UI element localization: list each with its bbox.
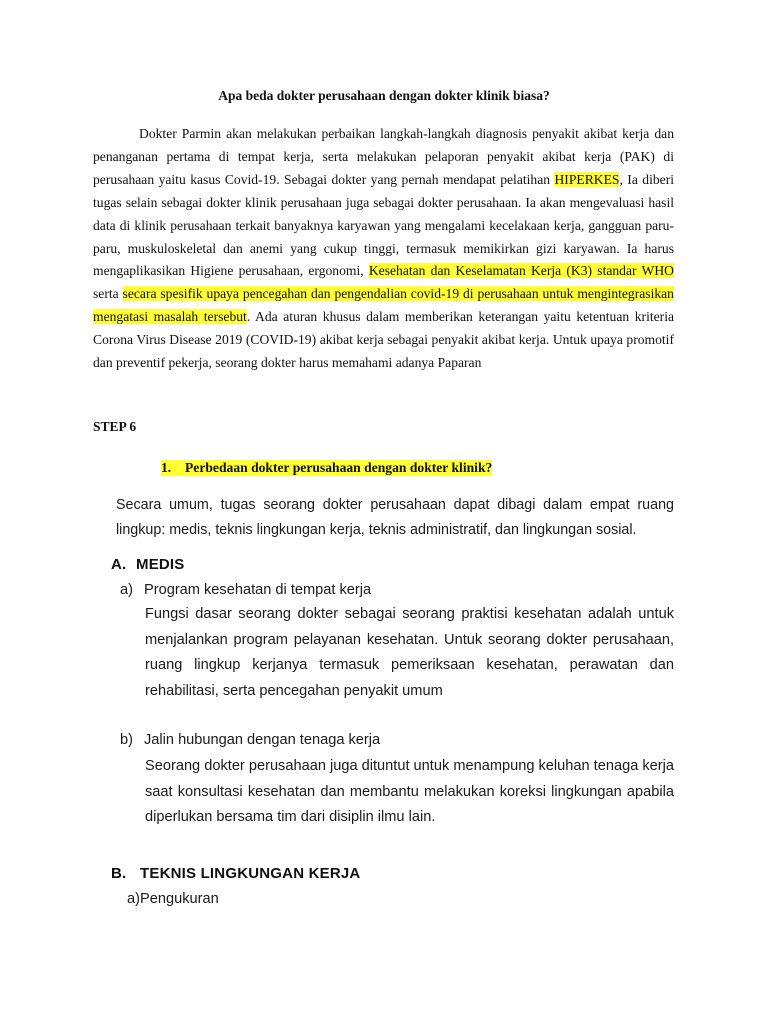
item-title: Pengukuran (140, 891, 219, 907)
section-b-title: TEKNIS LINGKUNGAN KERJA (140, 865, 361, 882)
intro-text-3: serta (93, 286, 123, 302)
highlight-hiperkes: HIPERKES (554, 171, 620, 187)
section-a-label: A. (111, 556, 127, 573)
section-a-title: MEDIS (136, 556, 185, 573)
lead-paragraph: Secara umum, tugas seorang dokter perusahaan dapat dibagi dalam empat ruang lingkup: medis, teknis lingkungan kerja, teknis administratif, dan lingkungan sosial. (116, 497, 674, 538)
step-heading: STEP 6 (93, 419, 137, 434)
highlight-k3: Kesehatan dan Keselamatan Kerja (K3) standar WHO (368, 263, 674, 279)
section-a-item-b-body: Seorang dokter perusahaan juga dituntut untuk menampung keluhan tenaga kerja saat konsultasi kesehatan dan membantu melakukan koreksi lingkungan apabila diperlukan bersama tim dari disiplin ilmu lain. (145, 758, 674, 825)
section-a-item-b-heading (120, 732, 380, 748)
item-title: Program kesehatan di tempat kerja (144, 582, 372, 598)
intro-paragraph (93, 123, 674, 375)
section-b-label: B. (111, 865, 127, 882)
question-heading (161, 460, 492, 476)
item-label: a) (120, 582, 133, 598)
highlight-covid-prevention: secara spesifik upaya pencegahan dan pengendalian covid-19 di perusahaan untuk mengintegrasikan mengatasi masalah tersebut (93, 286, 674, 325)
question-number: 1. (161, 460, 172, 475)
intro-text-2: , Ia diberi tugas selain sebagai dokter klinik perusahaan juga sebagai dokter perusahaan. Ia akan mengevaluasi hasil data di klinik perusahaan terkait banyaknya karyawan yang mengalami kecelakaan kerja, gangguan paru-paru, muskuloskeletal dan anemi yang cukup tinggi, termasuk memikirkan gizi karyawan. Ia harus mengaplikasikan Higiene perusahaan, ergonomi, (93, 171, 674, 279)
intro-text-4: . Ada aturan khusus dalam memberikan keterangan yaitu ketentuan kriteria Corona Virus Disease 2019 (COVID-19) akibat kerja sebagai penyakit akibat kerja. Untuk upaya promotif dan preventif pekerja, seorang dokter harus memahami adanya Paparan (93, 309, 675, 371)
item-label: a) (127, 891, 140, 907)
section-a-item-a-body: Fungsi dasar seorang dokter sebagai seorang praktisi kesehatan adalah untuk menjalankan program pelayanan kesehatan. Untuk seorang dokter perusahaan, ruang lingkup kerjanya termasuk pemeriksaan kesehatan, perawatan dan rehabilitasi, serta pencegahan penyakit umum (145, 606, 674, 699)
section-b-item-a-heading (127, 891, 219, 907)
intro-text-1: Dokter Parmin akan melakukan perbaikan langkah-langkah diagnosis penyakit akibat kerja dan penanganan pertama di tempat kerja, serta melakukan pelaporan penyakit akibat kerja (PAK) di perusahaan yaitu kasus Covid-19. Sebagai dokter yang pernah mendapat pelatihan (93, 126, 674, 187)
item-title: Jalin hubungan dengan tenaga kerja (144, 732, 381, 748)
item-label: b) (120, 732, 133, 748)
section-a-item-a-heading (120, 582, 371, 598)
question-text: Perbedaan dokter perusahaan dengan dokter klinik? (185, 460, 493, 475)
document-title: Apa beda dokter perusahaan dengan dokter klinik biasa? (218, 88, 550, 103)
section-b-heading (111, 865, 360, 882)
section-a-heading (111, 556, 185, 573)
